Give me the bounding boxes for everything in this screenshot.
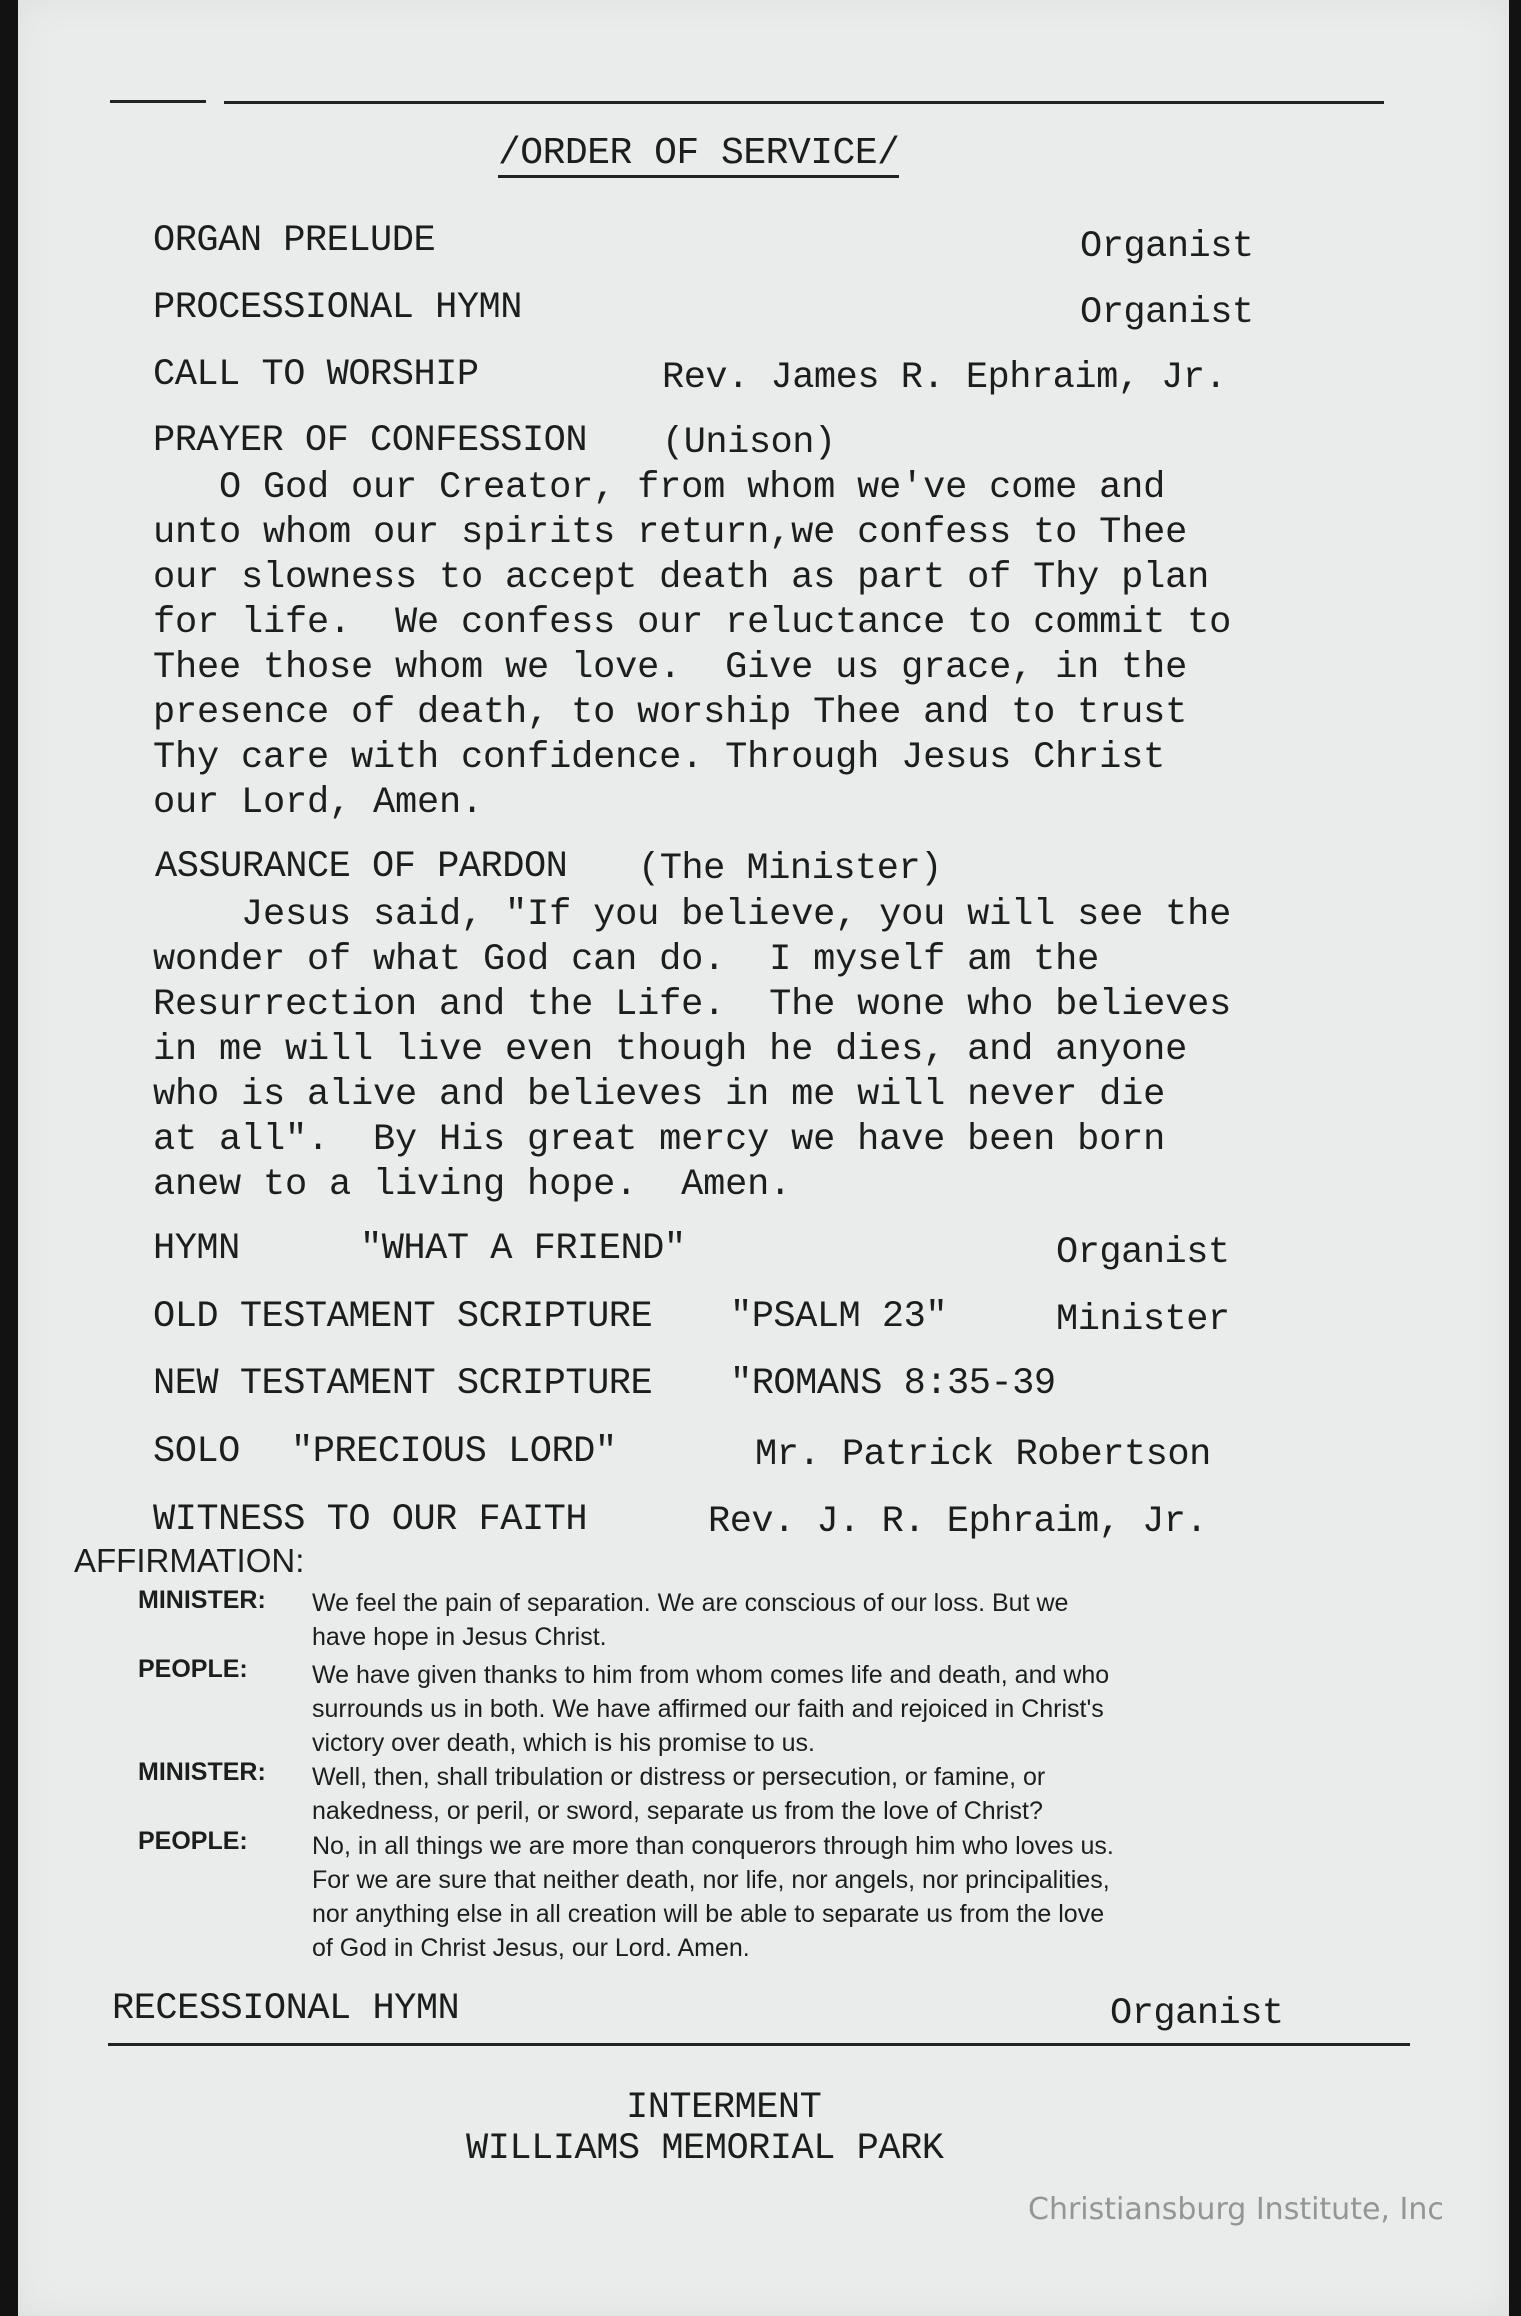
processional-hymn-label: PROCESSIONAL HYMN <box>153 287 522 329</box>
prayer-of-confession-text: O God our Creator, from whom we've come and unto whom our spirits return,we confess to Thee our slowness to accept death as part of Thy plan for life. We confess our reluctance to commit to Thee those whom we love. Give us grace, in the presence of death, to worship Thee and to trust Thy care with confidence. Through Jesus Christ our Lord, Amen. <box>153 467 1232 824</box>
page-title: /ORDER OF SERVICE/ <box>498 132 899 178</box>
processional-hymn-who: Organist <box>1080 292 1254 334</box>
new-testament-label: NEW TESTAMENT SCRIPTURE <box>153 1363 653 1405</box>
assurance-of-pardon-label: ASSURANCE OF PARDON <box>155 846 568 888</box>
assurance-of-pardon-note: (The Minister) <box>638 848 942 890</box>
old-testament-label: OLD TESTAMENT SCRIPTURE <box>153 1296 653 1338</box>
prayer-of-confession-label: PRAYER OF CONFESSION <box>153 420 588 462</box>
call-to-worship-who: Rev. James R. Ephraim, Jr. <box>662 357 1227 399</box>
old-testament-who: Minister <box>1056 1299 1230 1341</box>
affirmation-speaker: MINISTER: <box>138 1586 266 1614</box>
witness-who: Rev. J. R. Ephraim, Jr. <box>708 1501 1208 1543</box>
interment-location: WILLIAMS MEMORIAL PARK <box>466 2128 944 2170</box>
watermark-text: Christiansburg Institute, Inc <box>1028 2192 1444 2227</box>
solo-title: "PRECIOUS LORD" <box>291 1431 617 1473</box>
affirmation-text: No, in all things we are more than conquerors through him who loves us. For we are sure that neither death, nor life, nor angels, nor principalities, nor anything else in all creation will be able to separate us from the love of God in Christ Jesus, our Lord. Amen. <box>312 1832 1114 1962</box>
hymn-label: HYMN <box>153 1228 240 1270</box>
hymn-who: Organist <box>1056 1232 1230 1274</box>
old-testament-ref: "PSALM 23" <box>730 1296 948 1338</box>
affirmation-heading: AFFIRMATION: <box>74 1542 305 1579</box>
hymn-title: "WHAT A FRIEND" <box>360 1228 686 1270</box>
affirmation-text: Well, then, shall tribulation or distress or persecution, or famine, or nakedness, or peril, or sword, separate us from the love of Christ? <box>312 1763 1046 1825</box>
recessional-hymn-who: Organist <box>1110 1993 1284 2035</box>
top-rule-long <box>224 101 1384 104</box>
solo-who: Mr. Patrick Robertson <box>755 1434 1211 1476</box>
bottom-rule <box>108 2043 1410 2046</box>
assurance-of-pardon-text: Jesus said, "If you believe, you will see the wonder of what God can do. I myself am the Resurrection and the Life. The wone who believes in me will live even though he dies, and anyone who is alive and believes in me will never die at all". By His great mercy we have been born anew to a living hope. Amen. <box>153 894 1232 1206</box>
affirmation-text: We have given thanks to him from whom comes life and death, and who surrounds us in both. We have affirmed our faith and rejoiced in Christ's victory over death, which is his promise to us. <box>312 1661 1110 1757</box>
interment-heading: INTERMENT <box>626 2087 822 2129</box>
affirmation-speaker: MINISTER: <box>138 1758 266 1786</box>
organ-prelude-who: Organist <box>1080 226 1254 268</box>
top-rule-short <box>110 100 206 103</box>
affirmation-speaker: PEOPLE: <box>138 1827 248 1855</box>
solo-label: SOLO <box>153 1431 240 1473</box>
call-to-worship-label: CALL TO WORSHIP <box>153 354 479 396</box>
recessional-hymn-label: RECESSIONAL HYMN <box>112 1988 460 2030</box>
affirmation-text: We feel the pain of separation. We are conscious of our loss. But we have hope in Jesus Christ. <box>312 1589 1069 1651</box>
witness-label: WITNESS TO OUR FAITH <box>153 1499 588 1541</box>
new-testament-ref: "ROMANS 8:35-39 <box>730 1363 1056 1405</box>
prayer-of-confession-note: (Unison) <box>662 422 836 464</box>
program-sheet <box>18 0 1509 2316</box>
affirmation-speaker: PEOPLE: <box>138 1655 248 1683</box>
organ-prelude-label: ORGAN PRELUDE <box>153 220 436 262</box>
